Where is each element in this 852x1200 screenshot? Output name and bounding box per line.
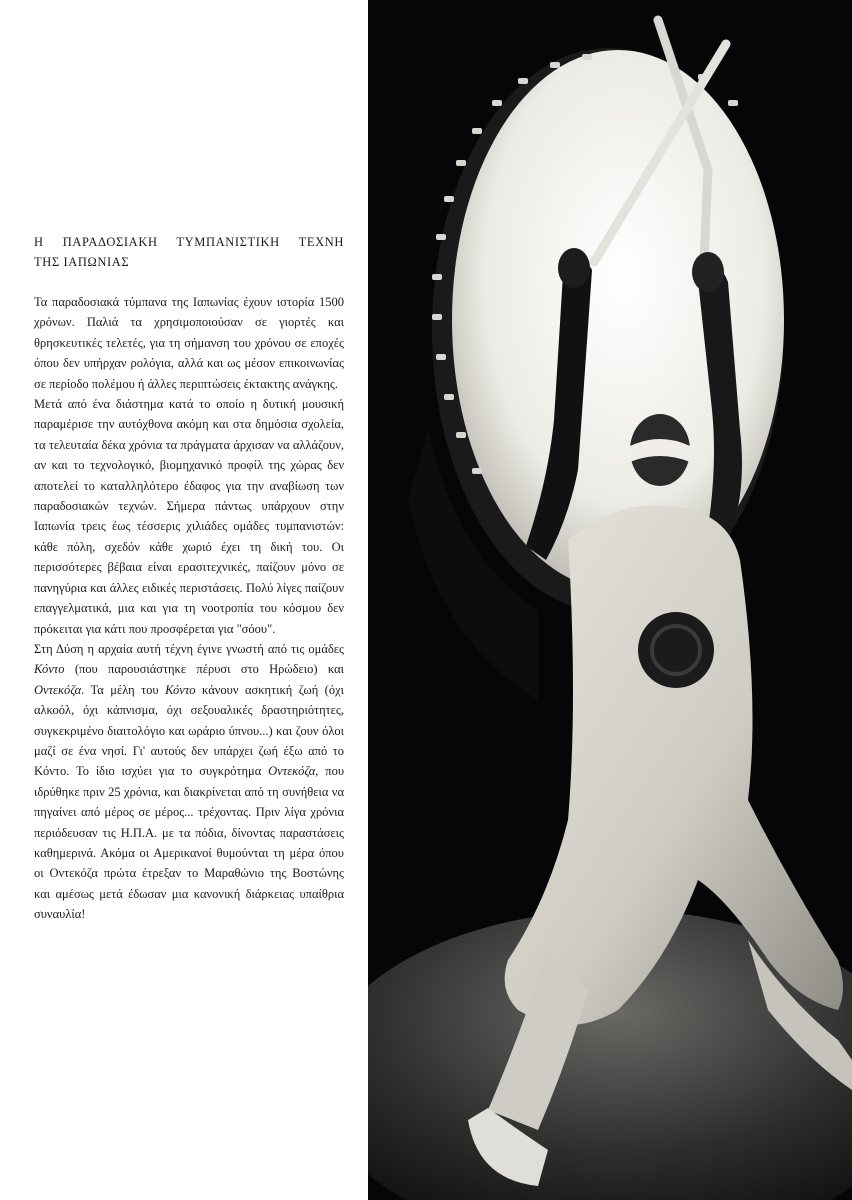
group-name-ondekoza: Οντεκόζα [34,682,82,697]
paragraph-revival: Μετά από ένα διάστημα κατά το οποίο η δυτική μουσική παραμέρισε την αυτόχθονα ακόμη και στα δημόσια σχολεία, τα τελευταία δέκα χρόνια τα πράγματα άρχισαν να αλλάζουν, αν και το τεχνολογικό, βιομηχανικό προφίλ της χώρας δεν αποτελεί το καταλληλότερο έδαφος για την αναβίωση των παραδοσιακών τεχνών. Σήμερα πάντως υπάρχουν στην Ιαπωνία τρεις έως τέσσερις χιλιάδες ομάδες τυμπανιστών: κάθε πόλη, σχεδόν κάθε χωριό έχει τη δική του. Οι περισσότερες βέβαια είναι ερασιτεχνικές, παίζουν μόνο σε πανηγύρια και άλλες ειδικές περιστάσεις. Πολύ λίγες παίζουν επαγγελματικά, μια και για τη νοοτροπία του κόσμου δεν πρόκειται για κάτι που προσφέρεται για "σόου". [34,397,344,636]
drummer-illustration [368,0,852,1200]
group-name-kodo: Κόντο [34,662,65,677]
group-name-ondekoza: Οντεκόζα [268,764,316,779]
paragraph-groups [34,639,344,925]
paragraph-groups-text-d: κάνουν ασκητική ζωή (όχι αλκοόλ, όχι κάπνισμα, όχι σεξουαλικές δραστηριότητες, συγκεκριμένο διαιτολόγιο και ωράριο ύπνου...) και ζουν όλοι μαζί σε ένα νησί. Γι' αυτούς δεν υπάρχει ζωή έξω από το Κόντο. Το ίδιο ισχύει για το συγκρότημα [34,682,344,779]
paragraph-groups-text-e: , που ιδρύθηκε πριν 25 χρόνια, και διακρίνεται από τη συνήθεια να πηγαίνει από μέρος σε μέρος... τρέχοντας. Πριν λίγα χρόνια περιόδευσαν τις Η.Π.Α. με τα πόδια, δίνοντας παραστάσεις καθημερινά. Ακόμα οι Αμερικανοί θυμούνται τη μέρα όπου οι Οντεκόζα πρώτα έτρεξαν το Μαραθώνιο της Βοστώνης και αμέσως μετά έδωσαν μια κανονική διάρκειας υπαίθρια συναυλία! [34,764,345,922]
drummer-photograph [368,0,852,1200]
back-emblem [638,612,714,688]
paragraph-history: Τα παραδοσιακά τύμπανα της Ιαπωνίας έχουν ιστορία 1500 χρόνων. Παλιά τα χρησιμοποιούσαν σε γιορτές και θρησκευτικές τελετές, για τη σήμανση του χρόνου σε εποχές όπου δεν υπήρχαν ρολόγια, αλλά και ως μέσον επικοινωνίας σε περίοδο πολέμου ή άλλες περιπτώσεις έκτακτης ανάγκης. [34,295,344,391]
paragraph-groups-text-c: . Τα μέλη του [81,682,166,697]
article-text-column [34,232,344,925]
group-name-kodo: Κόντο [165,682,196,697]
article-title-line-1: Η ΠΑΡΑΔΟΣΙΑΚΗ ΤΥΜΠΑΝΙΣΤΙΚΗ ΤΕΧΝΗ [34,235,344,249]
paragraph-groups-text-a: Στη Δύση η αρχαία αυτή τέχνη έγινε γνωστή από τις ομάδες [34,641,344,656]
paragraph-groups-text-b: (που παρουσιάστηκε πέρυσι στο Ηρώδειο) και [64,662,344,677]
article-title-line-2: ΤΗΣ ΙΑΠΩΝΙΑΣ [34,255,130,269]
article-title [34,232,344,272]
article-body [34,292,344,925]
